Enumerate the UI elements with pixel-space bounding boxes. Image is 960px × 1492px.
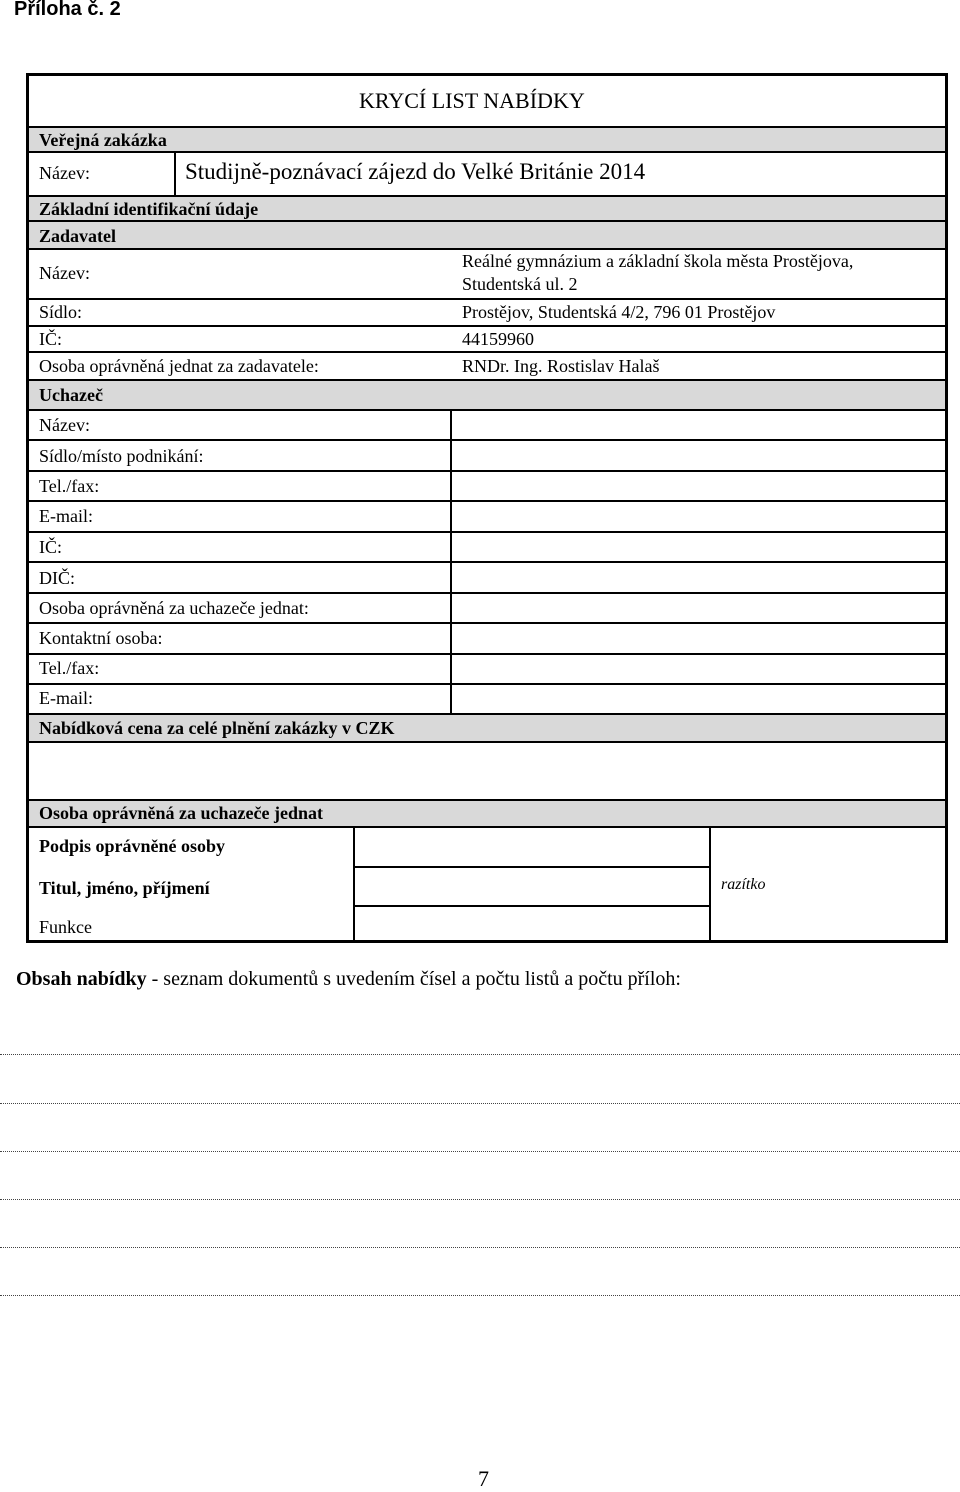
- stamp-label: razítko: [721, 876, 766, 893]
- authority-rep-row: [29, 351, 945, 379]
- bidder-contact-label: Kontaktní osoba:: [39, 628, 163, 648]
- bidder-field-row: [29, 592, 945, 622]
- authorized-person-row: [29, 799, 945, 826]
- title-name-field[interactable]: [355, 868, 709, 905]
- dotted-line: [0, 1151, 960, 1152]
- authority-ic-row: [29, 325, 945, 351]
- bidder-field-row: [29, 561, 945, 592]
- bidder-field-row: [29, 622, 945, 653]
- bidder-heading: Uchazeč: [39, 385, 103, 405]
- price-heading: Nabídková cena za celé plnění zakázky v CZK: [39, 718, 395, 738]
- bidder-contact-email-label: E-mail:: [39, 688, 93, 708]
- authority-name-line2: Studentská ul. 2: [462, 274, 578, 294]
- authority-seat: Prostějov, Studentská 4/2, 796 01 Prostějov: [462, 302, 776, 322]
- bidder-field-row: [29, 439, 945, 470]
- authority-ic: 44159960: [462, 329, 534, 349]
- form-title-row: [29, 76, 945, 126]
- price-row: [29, 713, 945, 741]
- bidder-field-row: [29, 653, 945, 683]
- authority-name-row: [29, 248, 945, 298]
- authority-name-line1: Reálné gymnázium a základní škola města Prostějova,: [462, 251, 854, 271]
- contract-name-label: Název:: [39, 163, 90, 183]
- bidder-field-row: [29, 409, 945, 439]
- offer-contents-rest: - seznam dokumentů s uvedením čísel a počtu listů a počtu příloh:: [146, 968, 681, 990]
- bidder-rep-label: Osoba oprávněná za uchazeče jednat:: [39, 598, 309, 618]
- authority-name-label: Název:: [39, 263, 90, 283]
- contract-name: Studijně-poznávací zájezd do Velké Británie 2014: [185, 159, 646, 184]
- bidder-dic-label: DIČ:: [39, 568, 75, 588]
- authority-rep-label: Osoba oprávněná jednat za zadavatele:: [39, 356, 319, 376]
- form-title: KRYCÍ LIST NABÍDKY: [359, 88, 585, 113]
- price-value-cell[interactable]: [29, 741, 945, 799]
- bidder-email-label: E-mail:: [39, 506, 93, 526]
- offer-contents-heading: [16, 968, 681, 991]
- bidder-contact-tel-label: Tel./fax:: [39, 658, 100, 678]
- attachment-label: Příloha č. 2: [14, 0, 121, 20]
- bidder-row: [29, 379, 945, 409]
- bidder-field-row: [29, 470, 945, 500]
- bidder-field-row: [29, 683, 945, 713]
- function-field[interactable]: [355, 907, 709, 940]
- signature-field[interactable]: [355, 828, 709, 866]
- public-contract-row: [29, 126, 945, 151]
- dotted-line: [0, 1295, 960, 1296]
- offer-contents-bold: Obsah nabídky: [16, 968, 147, 990]
- dotted-line: [0, 1054, 960, 1055]
- authority-row: [29, 220, 945, 248]
- bidder-field-row: [29, 500, 945, 531]
- bidder-ic-label: IČ:: [39, 537, 63, 557]
- bidder-name-label: Název:: [39, 415, 90, 435]
- dotted-line: [0, 1103, 960, 1104]
- title-name-label: Titul, jméno, příjmení: [39, 878, 210, 898]
- page-number: 7: [478, 1466, 489, 1491]
- basic-info-row: [29, 195, 945, 220]
- authority-ic-label: IČ:: [39, 329, 63, 349]
- function-label: Funkce: [39, 917, 92, 937]
- bidder-seat-label: Sídlo/místo podnikání:: [39, 446, 204, 466]
- signature-block: [29, 826, 945, 940]
- authority-seat-row: [29, 298, 945, 325]
- authority-heading: Zadavatel: [39, 226, 117, 246]
- basic-info-heading: Základní identifikační údaje: [39, 199, 259, 219]
- public-contract-heading: Veřejná zakázka: [39, 130, 167, 150]
- bidder-field-row: [29, 531, 945, 561]
- contract-name-row: [29, 151, 945, 195]
- authorized-person-heading: Osoba oprávněná za uchazeče jednat: [39, 803, 323, 823]
- cover-sheet-form: [26, 73, 948, 943]
- bidder-tel-label: Tel./fax:: [39, 476, 100, 496]
- signature-label: Podpis oprávněné osoby: [39, 836, 226, 856]
- dotted-line: [0, 1199, 960, 1200]
- dotted-line: [0, 1247, 960, 1248]
- authority-rep: RNDr. Ing. Rostislav Halaš: [462, 356, 660, 376]
- authority-seat-label: Sídlo:: [39, 302, 83, 322]
